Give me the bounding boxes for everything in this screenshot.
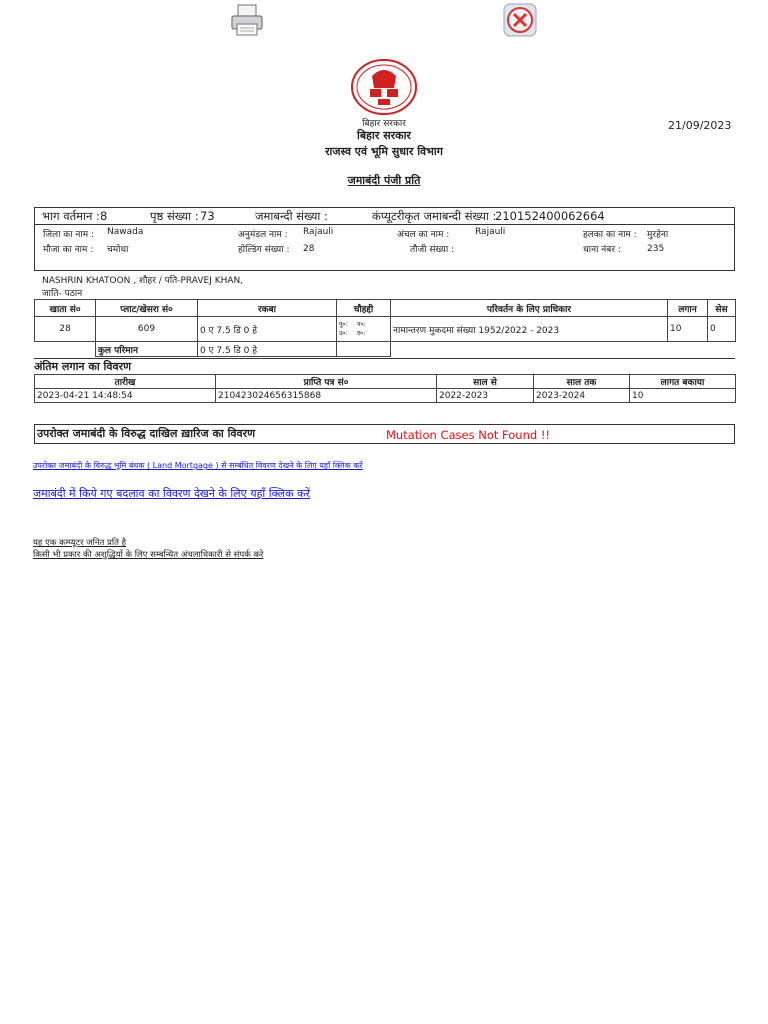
subdiv-value: Rajauli [303, 227, 334, 237]
mutation-title: उपरोक्त जमाबंदी के विरुद्ध दाखिल ख़ारिज का विवरण [37, 427, 256, 440]
col-header: चौहद्दी [337, 300, 391, 317]
col-header: रकबा [198, 300, 337, 317]
khata-cell: 28 [35, 317, 96, 342]
holding-value: 28 [303, 244, 315, 254]
emblem-caption: बिहार सरकार [362, 119, 406, 129]
col-header: साल से [437, 375, 534, 389]
tauzi-label: तौजी संख्या : [410, 245, 455, 255]
bhag-value: 8 [100, 209, 108, 223]
table-row [35, 389, 736, 403]
col-header: लागत बकाया [630, 375, 736, 389]
page-title: जमाबंदी पंजी प्रति [347, 174, 421, 187]
circle-label: अंचल का नाम : [397, 230, 450, 240]
footer-contact-note: किसी भी प्रकार की अशुद्धियों के लिए सम्बन्धित अंचलाधिकारी से संपर्क करे [33, 550, 264, 560]
receipt-cell: 210423024656315868 [216, 389, 437, 403]
jamabandi-label: जमाबन्दी संख्या : [255, 209, 328, 223]
col-header: प्लाट/खेसरा सं० [96, 300, 198, 317]
lagan-table [34, 374, 736, 403]
chauhaddi-north: पू०: [339, 321, 348, 328]
cess-cell: 0 [708, 317, 736, 342]
chauhaddi-east: द०: [356, 330, 366, 337]
jamabandi-changes-link[interactable]: जमाबंदी में किये गए बदलाव का विवरण देखने के लिए यहाँ क्लिक करें [33, 487, 310, 500]
total-label: कुल परिमान [96, 342, 198, 357]
plot-cell: 609 [96, 317, 198, 342]
total-rakba: 0 ए 7.5 डि 0 हे [198, 342, 337, 357]
halka-label: हलका का नाम : [583, 230, 637, 240]
land-mortgage-link[interactable]: उपरोक्त जमाबंदी के विरुद्ध भूमि बंधक ( Land Mortgage ) से सम्बंधित विवरण देखने के लिए यहाँ क्लिक करें [33, 461, 363, 470]
thana-value: 235 [647, 244, 665, 254]
table-total-row [35, 342, 736, 357]
page-value: 73 [200, 209, 215, 223]
page-label: पृष्ठ संख्या : [150, 209, 199, 223]
mauja-value: चमोथा [107, 245, 129, 255]
lagan-cell: 10 [668, 317, 708, 342]
thana-label: थाना नंबर : [583, 245, 621, 255]
govt-name: बिहार सरकार [357, 129, 411, 142]
subdiv-label: अनुमंडल नाम : [238, 230, 288, 240]
comp-jamabandi-value: 210152400062664 [495, 209, 605, 223]
lagan-section-title: अंतिम लगान का विवरण [34, 358, 735, 374]
mutation-status: Mutation Cases Not Found !! [386, 428, 551, 442]
table-row [35, 317, 736, 342]
circle-value: Rajauli [475, 227, 506, 237]
land-table [34, 299, 736, 357]
date-cell: 2023-04-21 14:48:54 [35, 389, 216, 403]
print-date: 21/09/2023 [668, 119, 732, 132]
close-icon[interactable] [502, 2, 538, 38]
rakba-cell: 0 ए 7.5 डि 0 हे [198, 317, 337, 342]
col-header: सेस [708, 300, 736, 317]
bhag-label: भाग वर्तमान : [42, 209, 100, 223]
col-header: परिवर्तन के लिए प्राधिकार [391, 300, 668, 317]
district-label: जिला का नाम : [43, 230, 95, 240]
col-header: लगान [668, 300, 708, 317]
col-header: तारीख [35, 375, 216, 389]
footer-computer-generated: यह एक कम्प्यूटर जनित प्रति है [33, 538, 127, 548]
halka-value: मुरहेना [647, 230, 669, 240]
bihar-emblem-logo [350, 58, 418, 116]
col-header: साल तक [534, 375, 630, 389]
year-from-cell: 2022-2023 [437, 389, 534, 403]
divider [34, 224, 735, 225]
printer-icon[interactable] [229, 2, 265, 38]
chauhaddi-west: प०: [357, 321, 366, 328]
authority-cell: नामान्तरण मुकदमा संख्या 1952/2022 - 2023 [391, 317, 668, 342]
chauhaddi-south: उ०: [339, 330, 348, 337]
holding-label: होल्डिंग संख्या : [238, 245, 290, 255]
chauhaddi-cell [337, 317, 391, 342]
year-to-cell: 2023-2024 [534, 389, 630, 403]
col-header: प्राप्ति पत्र सं० [216, 375, 437, 389]
district-value: Nawada [107, 227, 144, 237]
owner-name: NASHRIN KHATOON , शौहर / पति-PRAVEJ KHAN, [42, 276, 244, 286]
department-name: राजस्व एवं भूमि सुधार विभाग [325, 145, 443, 158]
due-cell: 10 [630, 389, 736, 403]
owner-caste: जाति- पठान [42, 289, 83, 299]
comp-jamabandi-label: कंप्यूटरीकृत जमाबन्दी संख्या : [372, 209, 497, 223]
mauja-label: मौजा का नाम : [43, 245, 94, 255]
col-header: खाता सं० [35, 300, 96, 317]
